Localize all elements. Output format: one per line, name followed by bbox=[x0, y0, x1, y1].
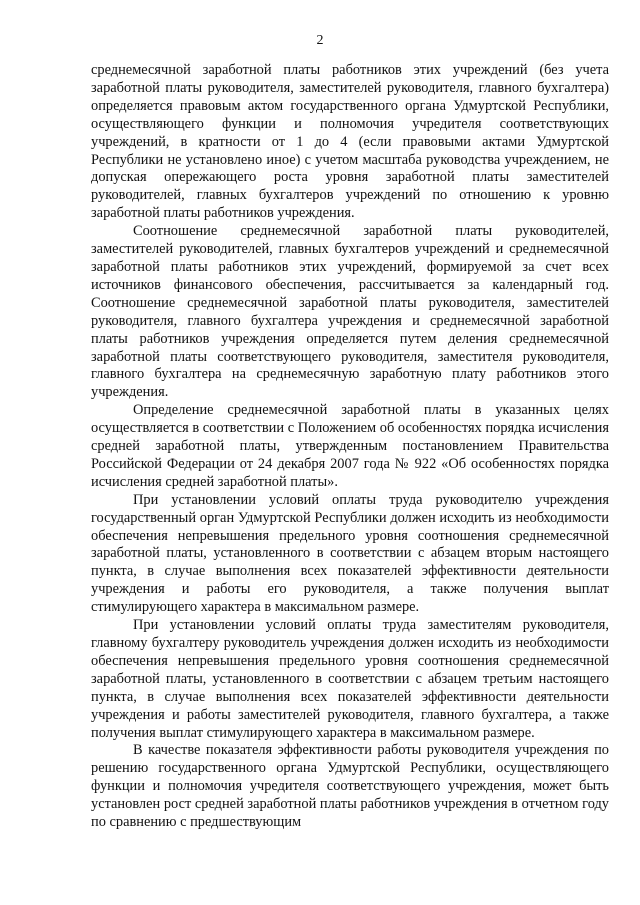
page-number: 2 bbox=[316, 33, 324, 48]
paragraph-efficiency-indicator: В качестве показателя эффективности работы руководителя учреждения по решению государственного органа Удмуртской Республики, осуществляющего функции и полномочия учредителя соответствующего учреждения, может быть установлен рост средней заработной платы работников учреждения в отчетном году по сравнению с предшествующим bbox=[91, 742, 609, 831]
paragraph-average-salary-method: Определение среднемесячной заработной платы в указанных целях осуществляется в соответствии с Положением об особенностях порядка исчисления средней заработной платы, утвержденным постановлением Правительства Российской Федерации от 24 декабря 2007 года № 922 «Об особенностях порядка исчисления средней заработной платы». bbox=[91, 402, 609, 490]
paragraph-continuation: среднемесячной заработной платы работников этих учреждений (без учета заработной платы руководителя, заместителей руководителя, главного бухгалтера) определяется правовым актом государственного органа Удмуртской Республики, осуществляющего функции и полномочия учредителя соответствующих учреждений, в кратности от 1 до 4 (если правовыми актами Удмуртской Республики не установлено иное) с учетом масштаба руководства учреждением, не допуская опережающего роста уровня заработной платы заместителей руководителей, главных бухгалтеров учреждений по отношению к уровню заработной платы работников учреждения. bbox=[91, 62, 609, 222]
paragraph-director-pay-conditions: При установлении условий оплаты труда руководителю учреждения государственный орган Удмуртской Республики должен исходить из необходимости обеспечения непревышения предельного уровня соотношения среднемесячной заработной платы, установленного в соответствии с абзацем вторым настоящего пункта, в случае выполнения всех показателей эффективности деятельности учреждения и работы его руководителя, а также получения выплат стимулирующего характера в максимальном размере. bbox=[91, 491, 609, 616]
document-body bbox=[91, 62, 609, 832]
paragraph-deputy-pay-conditions: При установлении условий оплаты труда заместителям руководителя, главному бухгалтеру руководитель учреждения должен исходить из необходимости обеспечения непревышения предельного уровня соотношения среднемесячной заработной платы, установленного в соответствии с абзацем третьим настоящего пункта, в случае выполнения всех показателей эффективности деятельности учреждения и работы заместителей руководителя, главного бухгалтера, а также получения выплат стимулирующего характера в максимальном размере. bbox=[91, 617, 609, 741]
paragraph-ratio-definition: Соотношение среднемесячной заработной платы руководителей, заместителей руководителей, главных бухгалтеров учреждений и среднемесячной заработной платы работников этих учреждений, формируемой за счет всех источников финансового обеспечения, рассчитывается за календарный год. Соотношение среднемесячной заработной платы руководителя, заместителей руководителя, главного бухгалтера учреждения и среднемесячной заработной платы работников учреждения определяется путем деления среднемесячной заработной платы соответствующего руководителя, заместителя руководителя, главного бухгалтера на среднемесячную заработную плату работников этого учреждения. bbox=[91, 223, 609, 401]
